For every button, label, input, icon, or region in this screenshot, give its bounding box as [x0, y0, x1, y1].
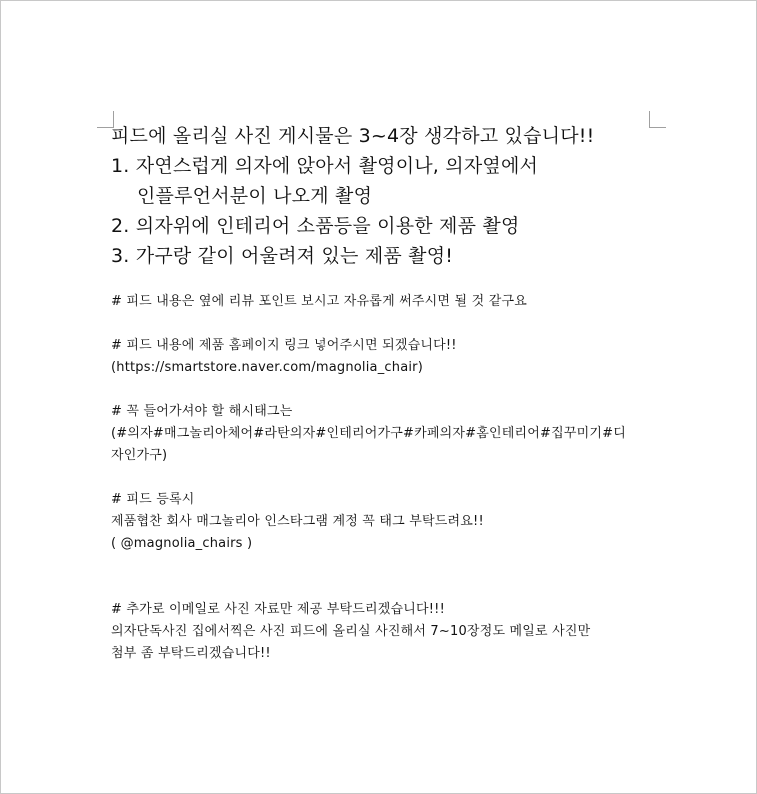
note-email-line-3: 첨부 좀 부탁드리겠습니다!!: [111, 646, 271, 661]
list-item-1-line-1: 1. 자연스럽게 의자에 앉아서 촬영이나, 의자옆에서: [111, 155, 539, 177]
note-link-line-1: # 피드 내용에 제품 홈페이지 링크 넣어주시면 되겠습니다!!: [111, 338, 457, 353]
list-item-2: 2. 의자위에 인테리어 소품등을 이용한 제품 촬영: [111, 215, 520, 237]
note-hashtag-line-2: (#의자#매그놀리아체어#라탄의자#인테리어가구#카페의자#홈인테리어#집꾸미기#디: [111, 426, 627, 441]
note-email-line-1: # 추가로 이메일로 사진 자료만 제공 부탁드리겠습니다!!!: [111, 602, 445, 617]
note-hashtag-line-1: # 꼭 들어가셔야 할 해시태그는: [111, 404, 293, 419]
list-item-1-line-2: 인플루언서분이 나오게 촬영: [137, 185, 373, 207]
note-email-line-2: 의자단독사진 집에서찍은 사진 피드에 올리실 사진해서 7~10장정도 메일로 사진만: [111, 624, 591, 639]
note-link-url: (https://smartstore.naver.com/magnolia_chair): [111, 360, 423, 375]
note-feed-content: # 피드 내용은 옆에 리뷰 포인트 보시고 자유롭게 써주시면 될 것 같구요: [111, 294, 527, 309]
note-hashtag-line-3: 자인가구): [111, 448, 168, 463]
note-register-line-2: 제품협찬 회사 매그놀리아 인스타그램 계정 꼭 태그 부탁드려요!!: [111, 514, 484, 529]
heading-line: 피드에 올리실 사진 게시물은 3~4장 생각하고 있습니다!!: [111, 125, 595, 147]
note-register-line-3: ( @magnolia_chairs ): [111, 536, 253, 551]
note-register-line-1: # 피드 등록시: [111, 492, 195, 507]
list-item-3: 3. 가구랑 같이 어울려져 있는 제품 촬영!: [111, 245, 454, 267]
document-body[interactable]: [111, 121, 671, 665]
